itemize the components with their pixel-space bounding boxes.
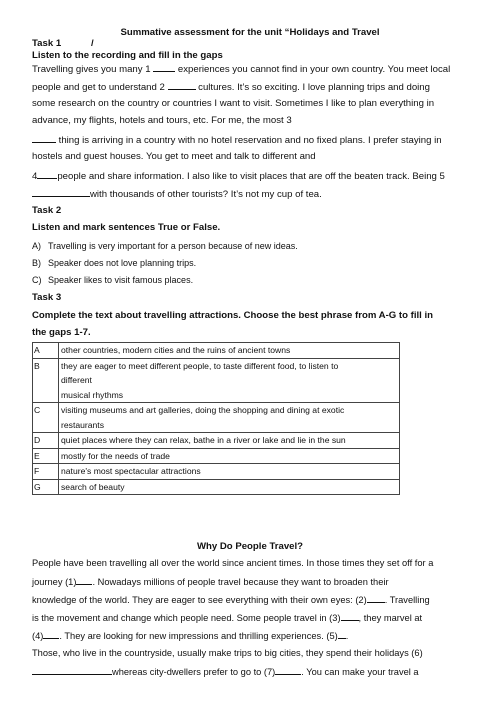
blank-gap[interactable] <box>76 575 92 585</box>
option-text <box>59 479 400 495</box>
task2-instruction: Listen and mark sentences True or False. <box>32 222 221 233</box>
table-row <box>33 464 400 480</box>
line-text: people and get to understand 2 <box>32 82 165 93</box>
line-text: . <box>345 631 349 641</box>
line-text: is the movement and change which people need. Some people travel in (3) <box>32 613 341 623</box>
blank-gap[interactable] <box>341 611 359 621</box>
statement-a <box>32 240 298 252</box>
matching-options-table <box>32 342 400 495</box>
option-text <box>59 433 400 449</box>
blank-gap[interactable] <box>32 133 56 143</box>
option-line: musical rhythms <box>61 389 124 400</box>
line-text: thing is arriving in a country with no hotel reservation and no fixed plans. I prefer staying in <box>58 135 442 146</box>
line-text: journey (1) <box>32 577 77 587</box>
blank-gap[interactable] <box>32 665 112 675</box>
line-text: . You can make your travel a <box>301 667 419 677</box>
task1-label: Task 1 <box>32 38 62 49</box>
line-text: knowledge of the world. They are eager to see everything with their own eyes: (2) <box>32 595 367 605</box>
option-letter: G <box>33 479 59 495</box>
blank-gap[interactable] <box>153 62 175 72</box>
option-text <box>59 403 400 433</box>
option-line: restaurants <box>61 419 104 430</box>
line-text: 4 <box>32 171 38 182</box>
reading-line-6: Those, who live in the countryside, usually make trips to big cities, they spend their holidays (6) <box>32 648 423 658</box>
statement-letter: C) <box>32 275 42 285</box>
task1-instruction: Listen to the recording and fill in the gaps <box>32 50 223 61</box>
line-text: whereas city-dwellers prefer to go to (7) <box>112 667 276 677</box>
title-text: Summative assessment for the unit “Holidays and Travel <box>120 27 380 38</box>
statement-letter: A) <box>32 241 41 251</box>
reading-line-5 <box>32 629 348 642</box>
option-letter: D <box>33 433 59 449</box>
blank-gap[interactable] <box>275 665 301 675</box>
task1-line-6: hostels and guest houses. You get to meet and talk to different and <box>32 151 316 162</box>
option-line: they are eager to meet different people, to taste different food, to listen to <box>61 360 339 371</box>
task1-line-4: advance, my flights, hotels and tours, etc. For me, the most 3 <box>32 115 292 126</box>
table-row <box>33 448 400 464</box>
statement-text: Speaker likes to visit famous places. <box>48 275 194 285</box>
option-letter: F <box>33 464 59 480</box>
table-row <box>33 479 400 495</box>
option-line: nature's most spectacular attractions <box>61 466 201 476</box>
table-row <box>33 403 400 433</box>
option-line: quiet places where they can relax, bathe in a river or lake and lie in the sun <box>61 435 346 445</box>
blank-gap[interactable] <box>32 187 90 197</box>
statement-letter: B) <box>32 258 41 268</box>
task1-slash: / <box>91 38 94 49</box>
option-letter: E <box>33 448 59 464</box>
blank-gap[interactable] <box>37 169 57 179</box>
blank-gap[interactable] <box>367 593 385 603</box>
reading-line-1: People have been travelling all over the world since ancient times. In those times they set off for a <box>32 558 434 568</box>
task3-instruction-1: Complete the text about travelling attractions. Choose the best phrase from A-G to fill in <box>32 310 434 321</box>
blank-gap[interactable] <box>338 629 346 639</box>
reading-line-7 <box>32 665 419 678</box>
reading-line-3 <box>32 593 430 606</box>
table-row <box>33 358 400 403</box>
statement-text: Speaker does not love planning trips. <box>48 258 197 268</box>
reading-heading: Why Do People Travel? <box>196 541 304 552</box>
line-text: (4) <box>32 631 44 641</box>
option-text <box>59 448 400 464</box>
task1-line-1 <box>32 62 450 76</box>
option-line: visiting museums and art galleries, doing the shopping and dining at exotic <box>61 405 345 415</box>
option-letter: B <box>33 358 59 403</box>
task3-label: Task 3 <box>32 292 62 303</box>
task2-label: Task 2 <box>32 205 62 216</box>
line-text: . Nowadays millions of people travel because they want to broaden their <box>92 577 389 587</box>
blank-gap[interactable] <box>43 629 59 639</box>
task1-line-8 <box>32 187 322 201</box>
line-text: with thousands of other tourists? It’s not my cup of tea. <box>90 189 322 200</box>
option-text <box>59 343 400 359</box>
task1-line-2 <box>32 80 430 94</box>
task1-line-5 <box>32 133 442 147</box>
table-row <box>33 433 400 449</box>
line-text: cultures. It’s so exciting. I love planning trips and doing <box>198 82 430 93</box>
reading-line-4 <box>32 611 422 624</box>
statement-text: Travelling is very important for a person because of new ideas. <box>48 241 298 251</box>
option-text <box>59 464 400 480</box>
option-text <box>59 358 400 403</box>
option-line: mostly for the needs of trade <box>61 450 170 461</box>
option-line: other countries, modern cities and the ruins of ancient towns <box>61 345 291 355</box>
table-row <box>33 343 400 359</box>
line-text: , they marvel at <box>358 613 423 623</box>
option-line: different <box>61 375 92 385</box>
option-letter: A <box>33 343 59 359</box>
line-text: . They are looking for new impressions and thrilling experiences. (5) <box>59 631 338 641</box>
option-letter: C <box>33 403 59 433</box>
statement-b <box>32 257 196 269</box>
line-text: experiences you cannot find in your own country. You meet local <box>177 64 451 75</box>
option-line: search of beauty <box>61 481 125 492</box>
task1-line-7 <box>32 169 445 183</box>
reading-line-2 <box>32 575 389 588</box>
page-title <box>0 27 500 38</box>
task1-line-3: some research on the country or countries I want to visit. Sometimes I like to plan everything in <box>32 98 435 109</box>
blank-gap[interactable] <box>168 80 196 90</box>
line-text: Travelling gives you many 1 <box>32 64 151 75</box>
task3-instruction-2: the gaps 1-7. <box>32 327 91 338</box>
line-text: . Travelling <box>384 595 430 605</box>
line-text: people and share information. I also like to visit places that are off the beaten track. Being 5 <box>57 171 445 182</box>
statement-c <box>32 274 193 286</box>
